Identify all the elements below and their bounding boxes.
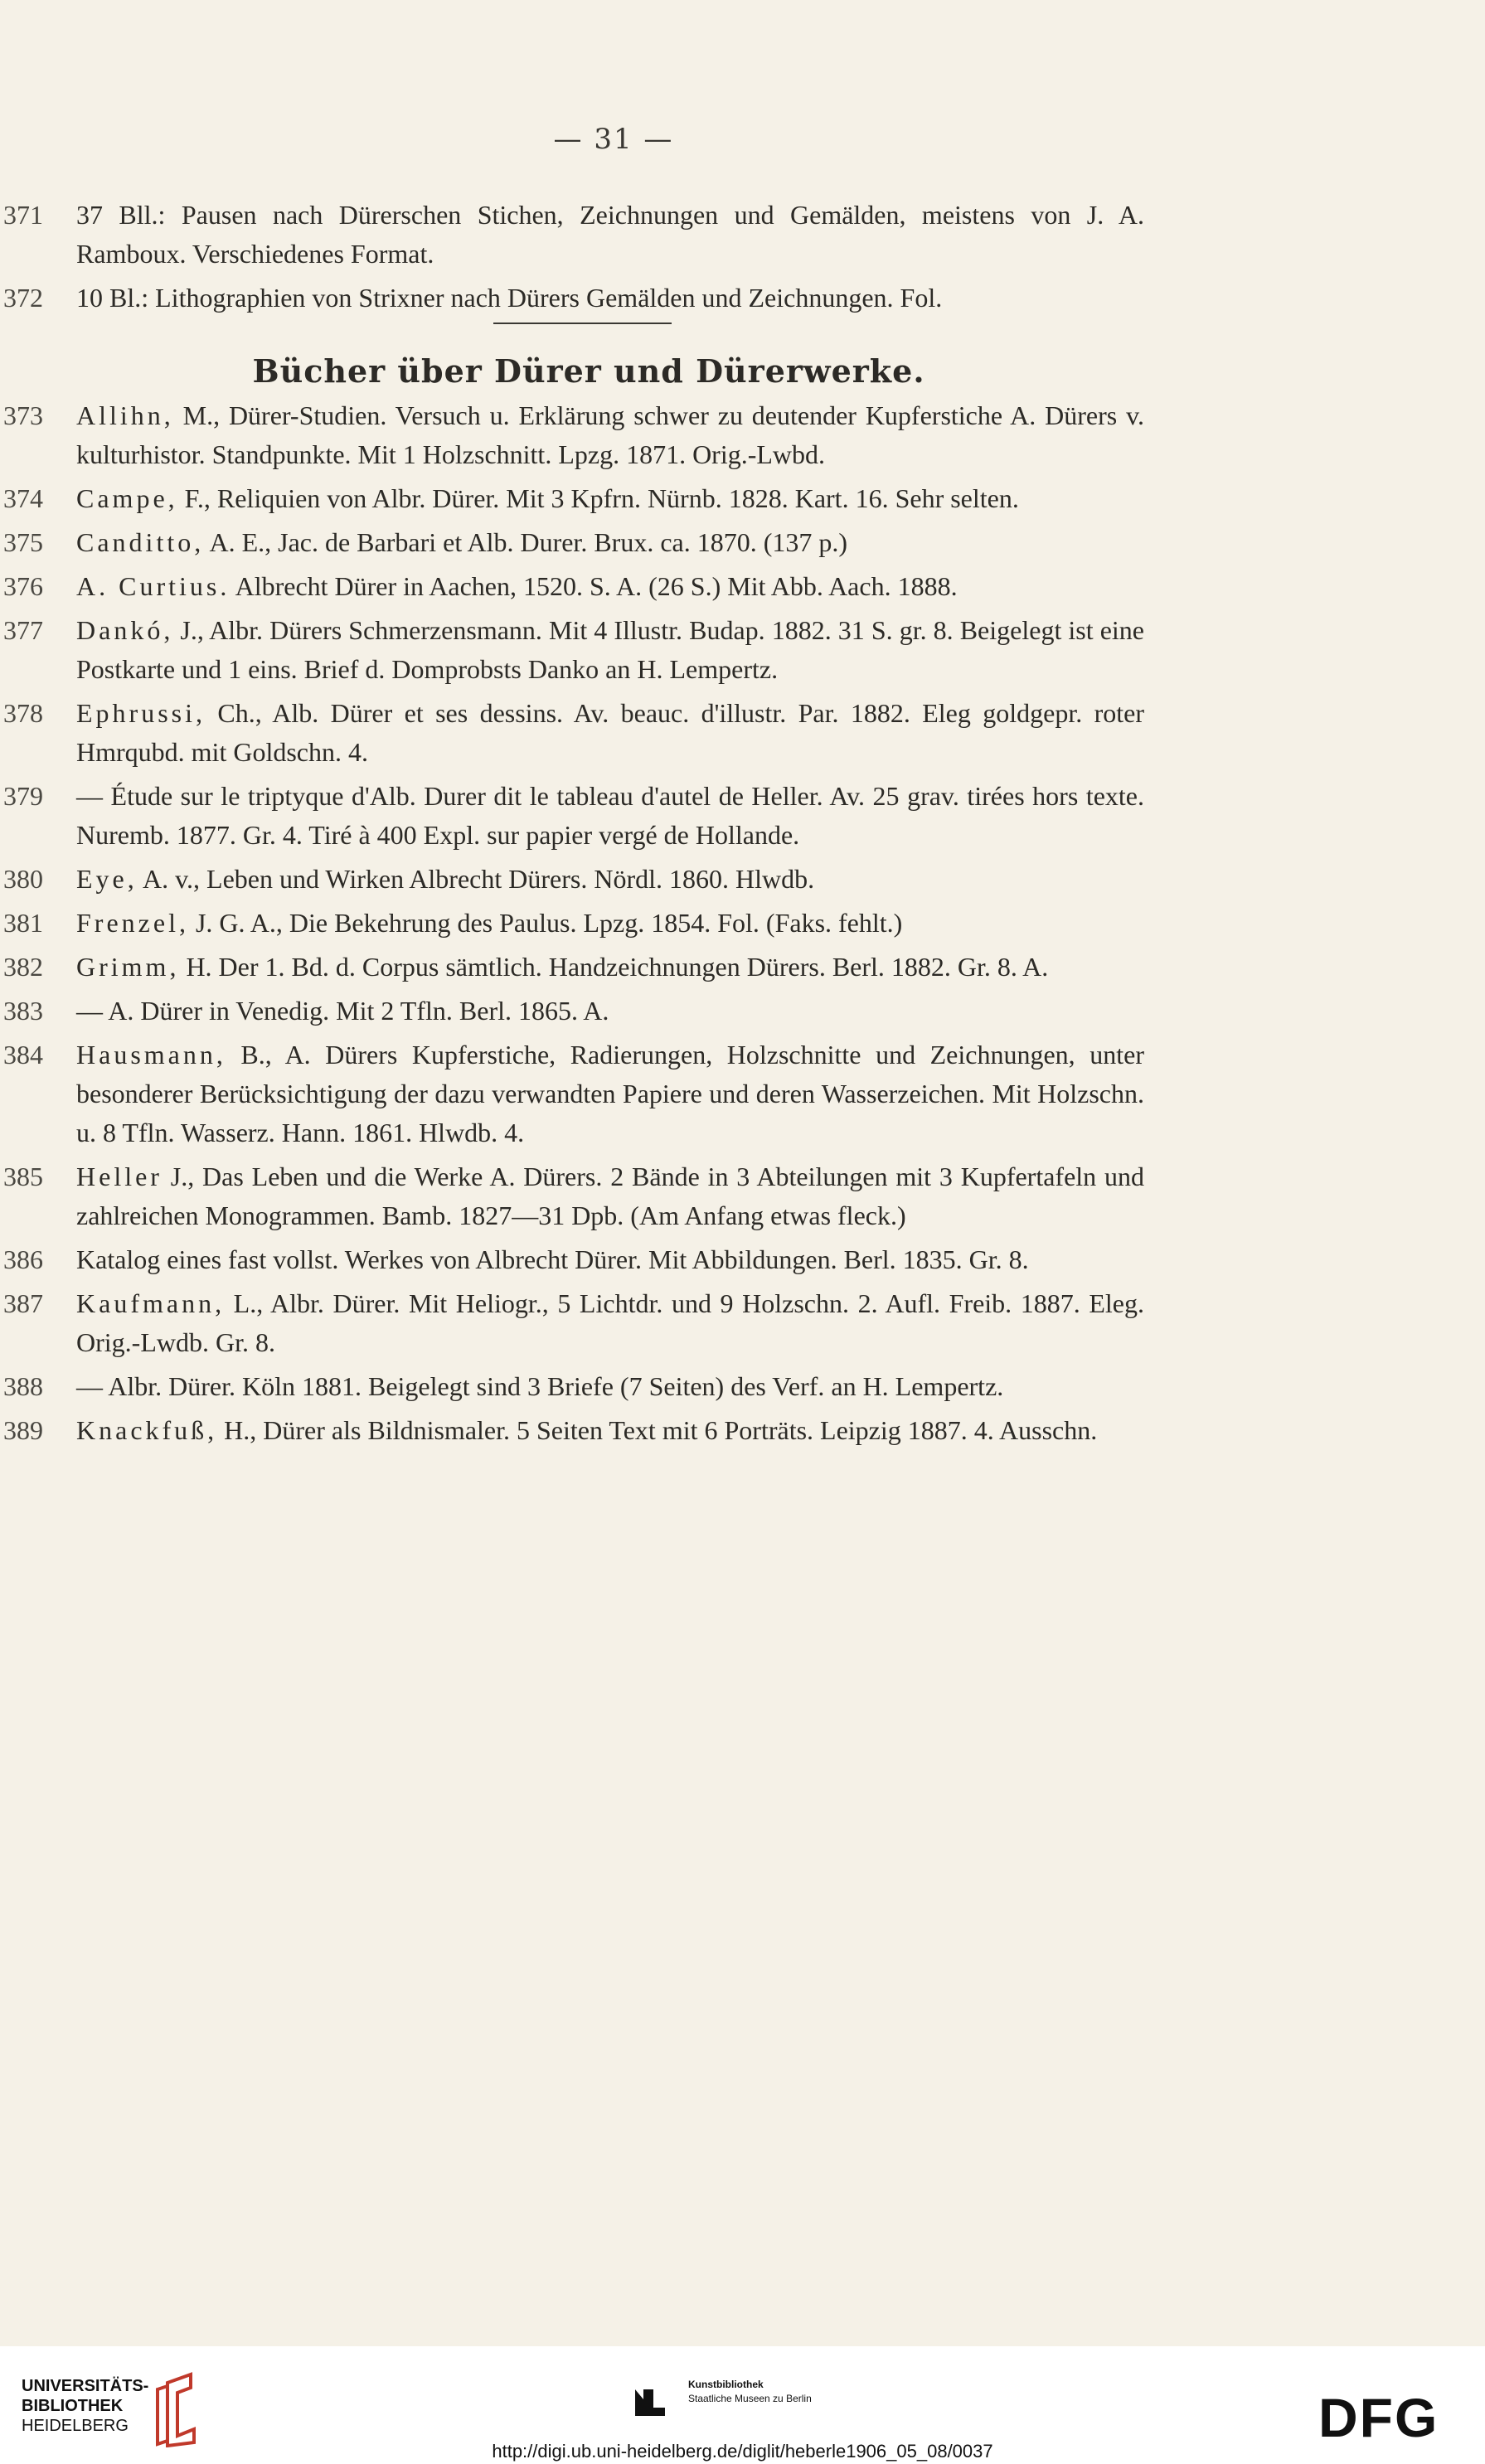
entry-number: 379 (3, 781, 43, 811)
library-name-line1: UNIVERSITÄTS- (22, 2377, 149, 2395)
entry-author: Eye, (76, 864, 138, 894)
entry-number: 374 (3, 483, 43, 513)
university-library-logo[interactable] (22, 2376, 148, 2436)
section-divider (493, 323, 672, 324)
entry-author: Kaufmann, (76, 1288, 226, 1318)
entry-author: Campe, (76, 483, 178, 513)
entry-text: — Étude sur le triptyque d'Alb. Durer dit le tableau d'autel de Heller. Av. 25 grav. tirées hors texte. Nuremb. 1877. Gr. 4. Tiré à 400 Expl. sur papier vergé de Hollande. (76, 781, 1144, 850)
source-url[interactable]: http://digi.ub.uni-heidelberg.de/diglit/heberle1906_05_08/0037 (492, 2441, 993, 2462)
catalog-content (3, 196, 1144, 1455)
entry-text: — A. Dürer in Venedig. Mit 2 Tfln. Berl. 1865. A. (76, 996, 609, 1026)
entry-text: L., Albr. Dürer. Mit Heliogr., 5 Lichtdr. und 9 Holzschn. 2. Aufl. Freib. 1887. Eleg. Orig.-Lwdb. Gr. 8. (76, 1288, 1144, 1357)
library-name-line2: BIBLIOTHEK (22, 2397, 124, 2415)
entry-text: M., Dürer-Studien. Versuch u. Erklärung schwer zu deutender Kupferstiche A. Dürers v. kulturhistor. Standpunkte. Mit 1 Holzschnitt. Lpzg. 1871. Orig.-Lwbd. (76, 400, 1144, 469)
entry-number: 376 (3, 571, 43, 601)
entry-number: 387 (3, 1288, 43, 1318)
catalog-entry (3, 523, 1144, 562)
entry-text: A. v., Leben und Wirken Albrecht Dürers. Nördl. 1860. Hlwdb. (137, 864, 815, 894)
entry-author: Heller (76, 1162, 163, 1191)
entry-author: A. Curtius. (76, 571, 231, 601)
entry-text: Ch., Alb. Dürer et ses dessins. Av. beauc. d'illustr. Par. 1882. Eleg goldgepr. roter Hmrqubd. mit Goldschn. 4. (76, 698, 1144, 767)
entry-text: F., Reliquien von Albr. Dürer. Mit 3 Kpfrn. Nürnb. 1828. Kart. 16. Sehr selten. (177, 483, 1019, 513)
section-title: Bücher über Dürer und Dürerwerke. (252, 352, 925, 390)
entry-text: Albrecht Dürer in Aachen, 1520. S. A. (26 S.) Mit Abb. Aach. 1888. (230, 571, 958, 601)
catalog-entry (3, 948, 1144, 987)
catalog-entry (3, 904, 1144, 943)
entry-number: 373 (3, 400, 43, 430)
page-number: — 31 — (553, 123, 674, 156)
footer-bar (0, 2346, 1485, 2464)
entry-number: 375 (3, 527, 43, 557)
catalog-entry (3, 196, 1144, 274)
kunstbibliothek-logo[interactable] (632, 2378, 812, 2406)
catalog-entry (3, 1411, 1144, 1450)
entry-author: Hausmann, (76, 1040, 226, 1070)
entry-text: J., Albr. Dürers Schmerzensmann. Mit 4 Illustr. Budap. 1882. 31 S. gr. 8. Beigelegt ist eine Postkarte und 1 eins. Brief d. Domprobsts Danko an H. Lempertz. (76, 615, 1144, 684)
catalog-entry (3, 1036, 1144, 1152)
entry-author: Knackfuß, (76, 1415, 218, 1445)
catalog-entry (3, 1240, 1144, 1279)
entry-text: 10 Bl.: Lithographien von Strixner nach Dürers Gemälden und Zeichnungen. Fol. (76, 283, 943, 313)
catalog-entry (3, 860, 1144, 899)
entry-number: 377 (3, 615, 43, 645)
entry-author: Frenzel, (76, 908, 189, 938)
entry-number: 383 (3, 996, 43, 1026)
kunstbibliothek-mark-icon (632, 2383, 668, 2419)
entry-number: 385 (3, 1162, 43, 1191)
entry-text: J., Das Leben und die Werke A. Dürers. 2 Bände in 3 Abteilungen mit 3 Kupfertafeln und zahlreichen Monogrammen. Bamb. 1827—31 Dpb. (Am Anfang etwas fleck.) (76, 1162, 1144, 1230)
catalog-entry (3, 1367, 1144, 1406)
dfg-logo[interactable]: DFG (1318, 2387, 1439, 2448)
entry-text: 37 Bll.: Pausen nach Dürerschen Stichen, Zeichnungen und Gemälden, meistens von J. A. Ramboux. Verschiedenes Format. (76, 200, 1144, 269)
entry-text: H., Dürer als Bildnismaler. 5 Seiten Text mit 6 Porträts. Leipzig 1887. 4. Ausschn. (217, 1415, 1098, 1445)
entry-number: 381 (3, 908, 43, 938)
catalog-entry (3, 694, 1144, 772)
kunstbibliothek-name: Kunstbibliothek (688, 2379, 764, 2390)
library-name-line3: HEIDELBERG (22, 2417, 129, 2435)
entry-author: Allihn, (76, 400, 174, 430)
catalog-entry (3, 479, 1144, 518)
catalog-entry (3, 567, 1144, 606)
entry-author: Canditto, (76, 527, 205, 557)
catalog-entry (3, 611, 1144, 689)
entry-text: — Albr. Dürer. Köln 1881. Beigelegt sind 3 Briefe (7 Seiten) des Verf. an H. Lempertz. (76, 1371, 1004, 1401)
entry-text: B., A. Dürers Kupferstiche, Radierungen, Holzschnitte und Zeichnungen, unter besonderer Berücksichtigung der dazu verwandten Papiere und deren Wasserzeichen. Mit Holzschn. u. 8 Tfln. Wasserz. Hann. 1861. Hlwdb. 4. (76, 1040, 1144, 1147)
catalog-entry (3, 777, 1144, 855)
entry-text: H. Der 1. Bd. d. Corpus sämtlich. Handzeichnungen Dürers. Berl. 1882. Gr. 8. A. (179, 952, 1049, 982)
entry-number: 378 (3, 698, 43, 728)
catalog-entry (3, 396, 1144, 474)
catalog-entry (3, 992, 1144, 1031)
entry-author: Grimm, (76, 952, 180, 982)
entry-number: 372 (3, 283, 43, 313)
top-entries (3, 196, 1144, 318)
entry-number: 371 (3, 200, 43, 230)
entry-text: A. E., Jac. de Barbari et Alb. Durer. Brux. ca. 1870. (137 p.) (204, 527, 848, 557)
museum-name: Staatliche Museen zu Berlin (688, 2393, 812, 2404)
entry-number: 380 (3, 864, 43, 894)
catalog-entry (3, 1284, 1144, 1362)
entry-number: 386 (3, 1244, 43, 1274)
entry-author: Ephrussi, (76, 698, 206, 728)
entry-author: Dankó, (76, 615, 174, 645)
entry-text: Katalog eines fast vollst. Werkes von Albrecht Dürer. Mit Abbildungen. Berl. 1835. Gr. 8. (76, 1244, 1029, 1274)
entry-number: 388 (3, 1371, 43, 1401)
entries-list (3, 396, 1144, 1450)
entry-number: 382 (3, 952, 43, 982)
library-emblem-icon (153, 2371, 206, 2447)
catalog-entry (3, 1157, 1144, 1235)
catalog-entry (3, 279, 1144, 318)
entry-number: 384 (3, 1040, 43, 1070)
entry-number: 389 (3, 1415, 43, 1445)
entry-text: J. G. A., Die Bekehrung des Paulus. Lpzg. 1854. Fol. (Faks. fehlt.) (188, 908, 903, 938)
